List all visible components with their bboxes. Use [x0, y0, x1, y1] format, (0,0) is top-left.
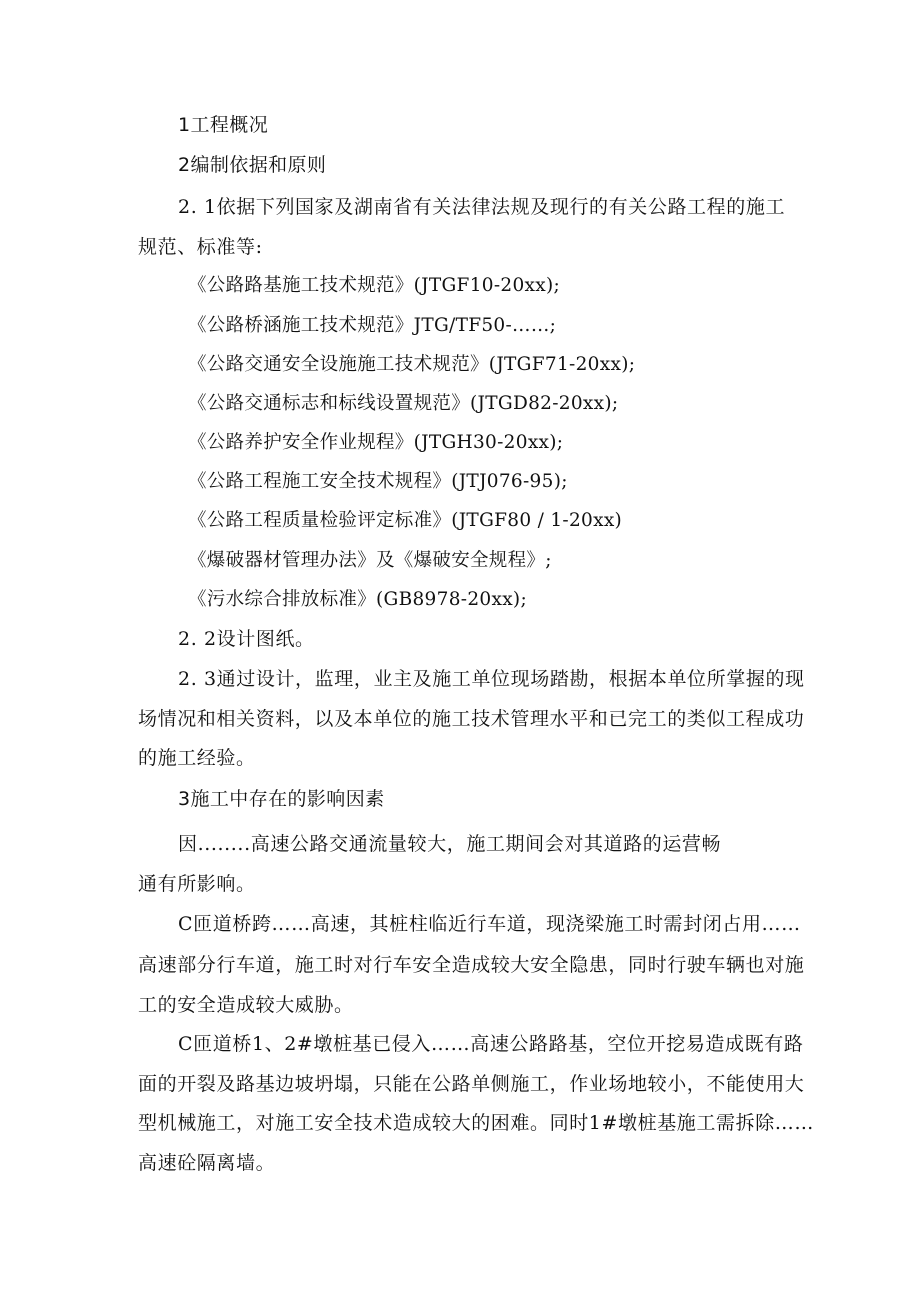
paragraph-1-line-2: 通有所影响。: [138, 873, 256, 895]
section-3-heading: 3施工中存在的影响因素: [178, 788, 385, 810]
paragraph-2-line-2: 高速部分行车道，施工时对行车安全造成较大安全隐患，同时行驶车辆也对施: [138, 954, 805, 976]
reference-item: 《公路工程质量检验评定标准》(JTGF80 / 1-20xx): [188, 510, 623, 531]
reference-item: 《公路养护安全作业规程》(JTGH30-20xx);: [188, 432, 564, 453]
paragraph-1-line-1: 因........高速公路交通流量较大，施工期间会对其道路的运营畅: [178, 833, 722, 855]
reference-item: 《公路交通安全设施施工技术规范》(JTGF71-20xx);: [188, 354, 636, 375]
section-2-heading: 2编制依据和原则: [178, 154, 327, 176]
reference-item: 《公路工程施工安全技术规程》(JTJ076-95);: [188, 471, 568, 492]
paragraph-2-line-1: C匝道桥跨……高速，其桩柱临近行车道，现浇梁施工时需封闭占用……: [178, 913, 801, 935]
section-2-3-line-1: 2. 3通过设计，监理，业主及施工单位现场踏勘，根据本单位所掌握的现: [178, 668, 805, 690]
reference-item: 《爆破器材管理办法》及《爆破安全规程》;: [188, 550, 552, 571]
paragraph-2-line-3: 工的安全造成较大威胁。: [138, 994, 354, 1016]
paragraph-3-line-3: 型机械施工，对施工安全技术造成较大的困难。同时1#墩桩基施工需拆除……: [138, 1112, 815, 1134]
paragraph-3-line-4: 高速砼隔离墙。: [138, 1152, 276, 1174]
paragraph-3-line-1: C匝道桥1、2#墩桩基已侵入……高速公路路基，空位开挖易造成既有路: [178, 1033, 804, 1055]
reference-item: 《公路路基施工技术规范》(JTGF10-20xx);: [188, 275, 561, 296]
section-2-1-line-2: 规范、标准等:: [138, 236, 263, 258]
section-2-2: 2. 2设计图纸。: [178, 628, 315, 650]
reference-item: 《污水综合排放标准》(GB8978-20xx);: [188, 589, 527, 610]
paragraph-3-line-2: 面的开裂及路基边坡坍塌，只能在公路单侧施工，作业场地较小，不能使用大: [138, 1073, 805, 1095]
reference-item: 《公路交通标志和标线设置规范》(JTGD82-20xx);: [188, 393, 619, 414]
reference-item: 《公路桥涵施工技术规范》JTG/TF50-……;: [188, 315, 557, 336]
section-2-1-line-1: 2. 1依据下列国家及湖南省有关法律法规及现行的有关公路工程的施工: [178, 196, 786, 218]
section-1-heading: 1工程概况: [178, 114, 269, 136]
section-2-3-line-2: 场情况和相关资料，以及本单位的施工技术管理水平和已完工的类似工程成功: [138, 708, 805, 730]
section-2-3-line-3: 的施工经验。: [138, 747, 256, 769]
